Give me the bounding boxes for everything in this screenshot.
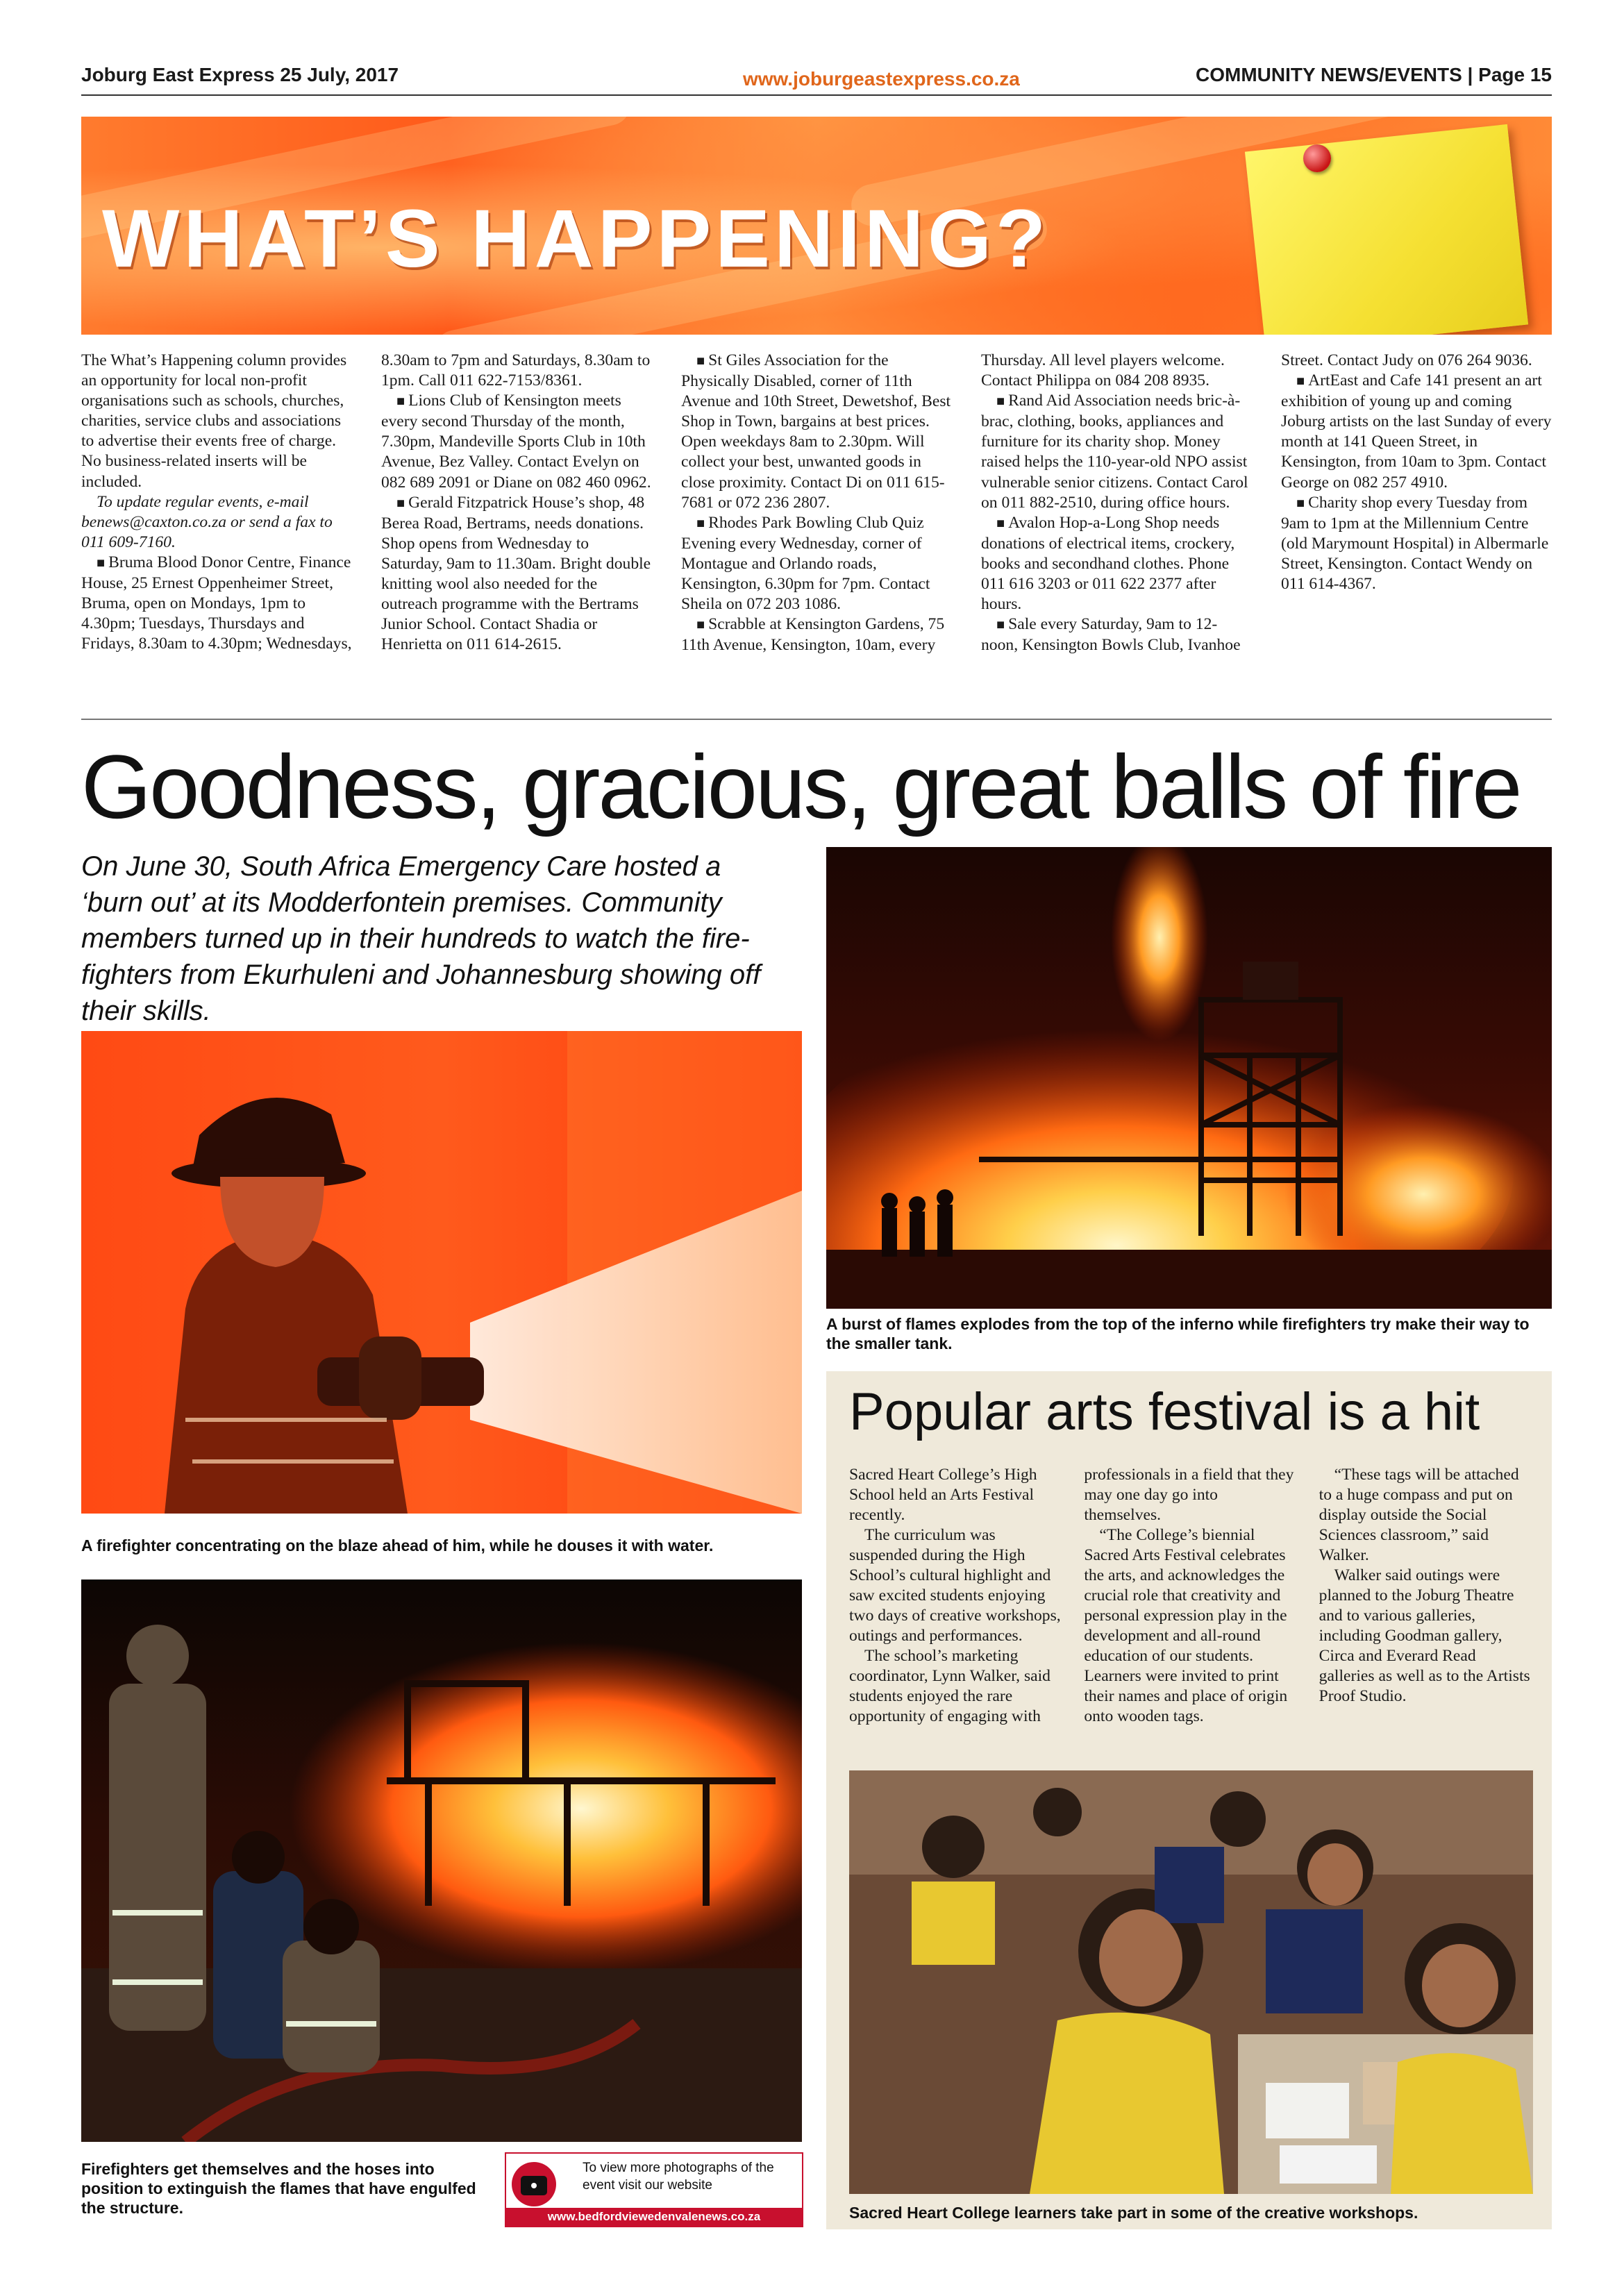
photo-firefighter-closeup (81, 1031, 802, 1514)
promo-url-link[interactable]: www.bedfordviewedenvalenews.co.za (506, 2208, 802, 2226)
website-promo-box[interactable] (505, 2152, 803, 2227)
events-update-note: To update regular events, e-mail benews@caxton.co.za or send a fax to 011 609-7160. (81, 492, 333, 551)
event-item: ■ Rand Aid Association needs bric-à-brac, clothing, books, appliances and furniture for its charity shop. Money raised helps the 110-year-old NPO assist vulnerable senior citizens. Contact Carol on 011 882-2510, during office hours. (981, 391, 1252, 513)
banner-title: WHAT’S HAPPENING? (102, 193, 1050, 285)
caption-firefighters-hoses: Firefighters get themselves and the hoses into position to extinguish the flames that have engulfed the structure. (81, 2160, 476, 2217)
event-item: ■ ArtEast and Cafe 141 present an art exhibition of young up and coming Joburg artists on the last Sunday of every month at 141 Queen Street, in Kensington, from 10am to 3pm. Contact George on 082 257 4910. (1281, 371, 1552, 493)
pin-icon (1303, 144, 1331, 172)
sidebar-paragraph: “The College’s biennial Sacred Arts Festival celebrates the arts, and acknowledges the crucial role that creativity and personal expression play in the development and all-round education of our students. Learners were invited to print their names and place of origin onto wooden tags. (1084, 1526, 1288, 1725)
event-item: ■ Charity shop every Tuesday from 9am to 1pm at the Millennium Centre (old Marymount Hospital) in Albermarle Street, Kensington. Contact Wendy on 011 614-4367. (1281, 493, 1552, 594)
feature-headline: Goodness, gracious, great balls of fire (81, 736, 1521, 837)
section-page: COMMUNITY NEWS/EVENTS | Page 15 (1196, 64, 1552, 85)
caption-firefighter-closeup: A firefighter concentrating on the blaze ahead of him, while he douses it with water. (81, 1536, 714, 1555)
whats-happening-banner (81, 117, 1552, 335)
header-rule (81, 94, 1552, 96)
event-item: ■ Lions Club of Kensington meets every second Thursday of the month, 7.30pm, Mandeville Sports Club in 10th Avenue, Bez Valley. Contact Evelyn on 082 689 2091 or Diane on 082 460 0962. (381, 391, 652, 492)
sidebar-article-body (849, 1465, 1533, 1757)
sidebar-paragraph: “These tags will be attached to a huge compass and put on display outside the Social Sciences classroom,” said Walker. (1319, 1466, 1519, 1564)
event-item: ■ Avalon Hop-a-Long Shop needs donations of electrical items, crockery, books and secondhand clothes. Phone 011 616 3203 or 011 622 2377 after hours. (981, 513, 1252, 614)
event-item: ■ Sale every Saturday, 9am to 12-noon, Kensington Bowls Club, Ivanhoe Street. Contact Judy on 076 264 9036. (981, 351, 1552, 655)
events-intro: The What’s Happening column provides an opportunity for local non-profit organisations such as schools, churches, charities, service clubs and associations to advertise their events free of charge. No business-related inserts will be included. (81, 351, 347, 491)
section-divider (81, 719, 1552, 720)
event-item: ■ Rhodes Park Bowling Club Quiz Evening every Wednesday, corner of Montague and Orlando roads, Kensington, 6.30pm for 7pm. Contact Sheila on 072 203 1086. (681, 513, 952, 614)
event-item: ■ St Giles Association for the Physically Disabled, corner of 11th Avenue and 10th Street, Dewetshof, Best Shop in Town, bargains at best prices. Open weekdays 8am to 2.30pm. Will collect your best, unwanted goods in close proximity. Contact Di on 011 615-7681 or 072 236 2807. (681, 351, 952, 513)
photo-arts-workshop (849, 1770, 1533, 2194)
event-item: ■ Bruma Blood Donor Centre, Finance House, 25 Ernest Oppenheimer Street, Bruma, open on Mondays, 1pm to 4.30pm; Tuesdays, Thursdays and Fridays, 8.30am to 4.30pm; Wednesdays, 8.30am to 7pm and Saturdays, 8.30am to 1pm. Call 011 622-7153/8361. (81, 351, 652, 655)
promo-text: To view more photographs of the event visit our website (583, 2161, 774, 2193)
feature-standfirst: On June 30, South Africa Emergency Care hosted a ‘burn out’ at its Modderfontein premises. Community members turned up in their hundreds to watch the fire-fighters from Ekurhuleni and Johannesburg showing off their skills. (81, 851, 761, 1026)
event-item: ■ Gerald Fitzpatrick House’s shop, 48 Berea Road, Bertrams, needs donations. Shop opens from Wednesday to Saturday, 9am to 11.30am. Bright double knitting wool also needed for the outreach programme with the Bertrams Junior School. Contact Shadia or Henrietta on 011 614-2615. (381, 493, 652, 655)
photo-firefighters-hoses (81, 1579, 802, 2142)
website-link[interactable]: www.joburgeastexpress.co.za (743, 68, 1020, 90)
events-listings (81, 351, 1552, 698)
caption-arts-workshop: Sacred Heart College learners take part in some of the creative workshops. (849, 2204, 1418, 2222)
sidebar-paragraph: Sacred Heart College’s High School held an Arts Festival recently. (849, 1466, 1037, 1524)
camera-icon (512, 2162, 556, 2206)
sidebar-paragraph: Walker said outings were planned to the Joburg Theatre and to various galleries, including Goodman gallery, Circa and Everard Read galleries as well as to the Artists Proof Studio. (1319, 1566, 1530, 1705)
publication-date: Joburg East Express 25 July, 2017 (81, 64, 399, 85)
sidebar-paragraph: The school’s marketing coordinator, Lynn Walker, said students enjoyed the rare opportunity of engaging with professionals in a field that they may one day go into themselves. (849, 1466, 1294, 1725)
sidebar-headline: Popular arts festival is a hit (849, 1382, 1480, 1441)
sticky-note-graphic (1245, 124, 1528, 335)
caption-tower-inferno: A burst of flames explodes from the top of the inferno while firefighters try make their way to the smaller tank. (826, 1315, 1530, 1352)
event-item: ■ Scrabble at Kensington Gardens, 75 11th Avenue, Kensington, 10am, every Thursday. All level players welcome. Contact Philippa on 084 208 8935. (681, 351, 1252, 655)
photo-tower-inferno (826, 847, 1552, 1309)
sidebar-paragraph: The curriculum was suspended during the High School’s cultural highlight and saw excited students enjoying two days of creative workshops, outings and performances. (849, 1526, 1061, 1645)
